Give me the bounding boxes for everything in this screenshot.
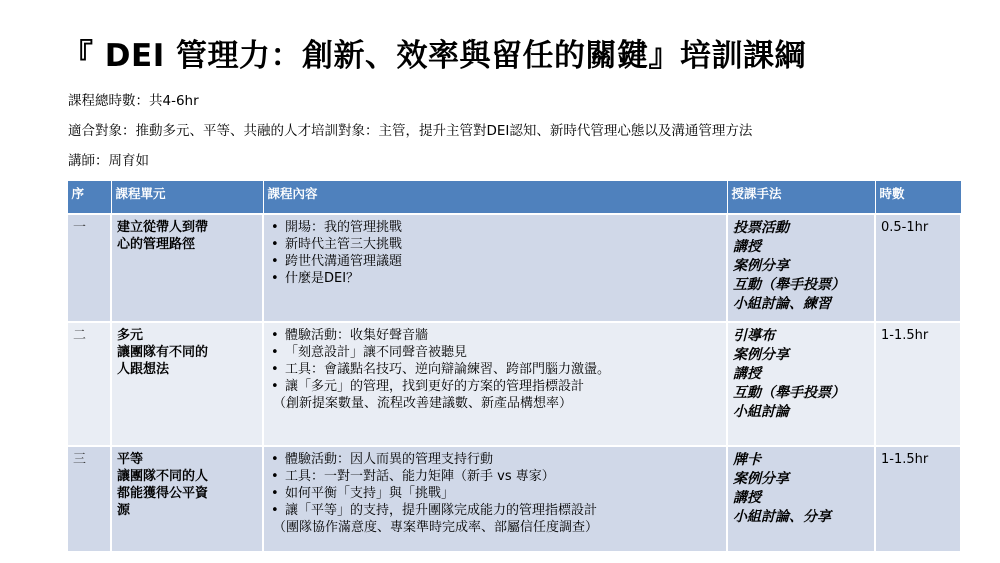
row-unit [111, 446, 263, 552]
header-method: 授課手法 [727, 181, 875, 215]
method-item: 小組討論、分享 [733, 509, 831, 525]
instructor: 講師：周育如 [68, 153, 149, 169]
unit-line: 讓團隊不同的人 [117, 469, 209, 484]
unit-line: 心的管理路徑 [117, 237, 196, 252]
method-item: 互動（舉手投票） [733, 385, 845, 401]
row-hours: 1-1.5hr [875, 322, 961, 446]
unit-line: 平等 [117, 452, 144, 467]
row-content [263, 214, 727, 322]
content-item: • 讓「平等」的支持，提升團隊完成能力的管理指標設計 [285, 502, 721, 519]
row-content [263, 446, 727, 552]
row-methods [727, 322, 875, 446]
method-item: 講授 [733, 366, 761, 382]
unit-line: 多元 [117, 328, 144, 343]
method-item: 講授 [733, 490, 761, 506]
header-hours: 時數 [875, 181, 961, 215]
content-item: • 開場：我的管理挑戰 [285, 219, 721, 236]
header-content: 課程內容 [263, 181, 727, 215]
method-item: 小組討論、練習 [733, 296, 831, 312]
method-item: 案例分享 [733, 471, 789, 487]
method-item: 講授 [733, 239, 761, 255]
content-item: • 新時代主管三大挑戰 [285, 236, 721, 253]
content-item: • 工具：會議點名技巧、逆向辯論練習、跨部門腦力激盪。 [285, 361, 721, 378]
header-unit: 課程單元 [111, 181, 263, 215]
method-item: 互動（舉手投票） [733, 277, 845, 293]
content-item: • 讓「多元」的管理，找到更好的方案的管理指標設計 [285, 378, 721, 395]
method-item: 小組討論 [733, 404, 789, 420]
content-item: • 如何平衡「支持」與「挑戰」 [285, 485, 721, 502]
row-unit [111, 322, 263, 446]
method-item: 案例分享 [733, 347, 789, 363]
row-seq: 二 [67, 322, 111, 446]
unit-line: 人跟想法 [117, 362, 170, 377]
method-item: 投票活動 [733, 220, 789, 236]
content-continuation: （團隊協作滿意度、專案準時完成率、部屬信任度調查） [273, 520, 599, 535]
content-continuation: （創新提案數量、流程改善建議數、新產品構想率） [273, 396, 573, 411]
content-item: • 體驗活動：收集好聲音牆 [285, 327, 721, 344]
unit-line: 建立從帶人到帶 [117, 220, 209, 235]
table-row [67, 322, 961, 446]
method-item: 牌卡 [733, 452, 761, 468]
row-unit [111, 214, 263, 322]
method-item: 案例分享 [733, 258, 789, 274]
content-item: • 工具：一對一對話、能力矩陣（新手 vs 專家） [285, 468, 721, 485]
row-seq: 三 [67, 446, 111, 552]
row-content [263, 322, 727, 446]
table-row [67, 446, 961, 552]
table-row [67, 214, 961, 322]
content-item: • 體驗活動：因人而異的管理支持行動 [285, 451, 721, 468]
unit-line: 都能獲得公平資 [117, 486, 209, 501]
table-header-row [67, 181, 961, 215]
row-hours: 1-1.5hr [875, 446, 961, 552]
header-seq: 序 [67, 181, 111, 215]
unit-line: 讓團隊有不同的 [117, 345, 209, 360]
target-audience: 適合對象：推動多元、平等、共融的人才培訓對象：主管，提升主管對DEI認知、新時代管理心態以及溝通管理方法 [68, 123, 753, 139]
page-title: 『 DEI 管理力：創新、效率與留任的關鍵』培訓課綱 [62, 38, 807, 74]
content-item: • 什麼是DEI？ [285, 270, 721, 287]
method-item: 引導布 [733, 328, 775, 344]
row-methods [727, 214, 875, 322]
row-hours: 0.5-1hr [875, 214, 961, 322]
content-item: • 跨世代溝通管理議題 [285, 253, 721, 270]
syllabus-table [66, 180, 962, 553]
total-hours: 課程總時數：共4-6hr [68, 93, 199, 109]
row-seq: 一 [67, 214, 111, 322]
unit-line: 源 [117, 503, 131, 518]
content-item: • 「刻意設計」讓不同聲音被聽見 [285, 344, 721, 361]
row-methods [727, 446, 875, 552]
